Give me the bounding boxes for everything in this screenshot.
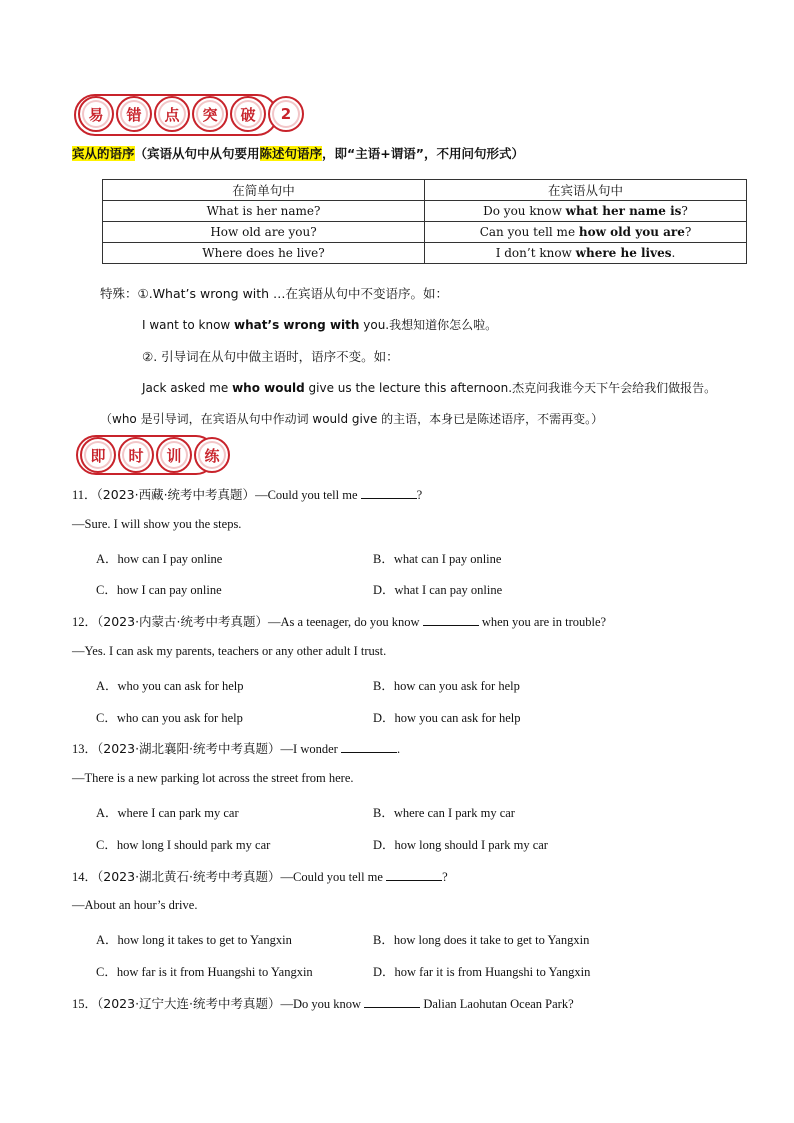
option-c[interactable]: C．who can you ask for help [96, 711, 243, 725]
answer-blank[interactable] [361, 487, 417, 499]
cell-text: ? [681, 204, 688, 218]
example-2 [142, 379, 716, 396]
section-title [72, 144, 524, 162]
question-source: （2023·辽宁大连·统考中考真题） [97, 996, 281, 1011]
badge-char: 时 [118, 437, 154, 473]
example-bold: what’s wrong with [234, 318, 360, 332]
answer-blank[interactable] [364, 996, 420, 1008]
question-text: ? [442, 870, 448, 884]
question-stem [72, 739, 400, 757]
option-a[interactable]: A．how long it takes to get to Yangxin [96, 933, 292, 947]
table-header-row [103, 180, 747, 201]
cell-text: ? [684, 225, 692, 239]
special-note-2: ②. 引导词在从句中做主语时，语序不变。如： [142, 349, 399, 364]
explanation: （who 是引导词，在宾语从句中作动词 would give 的主语，本身已是陈述语序，不需再变。） [100, 412, 604, 426]
question-text: —Could you tell me [280, 870, 387, 884]
special-label: 特殊： [100, 286, 138, 301]
badge-char: 破 [230, 96, 266, 132]
option-b[interactable]: B．how long does it take to get to Yangxin [373, 933, 590, 947]
example-bold: who would [232, 381, 305, 395]
option-c[interactable]: C．how I can pay online [96, 583, 222, 597]
cell-bold: what her name is [565, 204, 682, 218]
question-source: （2023·内蒙古·统考中考真题） [97, 614, 269, 629]
title-text: ，即“主语+谓语”，不用问句形式） [322, 146, 524, 161]
question-number: 11． [72, 488, 97, 502]
example-text: you.我想知道你怎么啦。 [359, 318, 498, 332]
option-d[interactable]: D．what I can pay online [373, 583, 503, 597]
option-d[interactable]: D．how far it is from Huangshi to Yangxin [373, 965, 591, 979]
question-number: 15． [72, 997, 98, 1011]
badge-char: 错 [116, 96, 152, 132]
option-b[interactable]: B．what can I pay online [373, 552, 502, 566]
question-number: 13． [72, 742, 98, 756]
table-header: 在宾语从句中 [425, 180, 747, 201]
section-heading-badges [80, 437, 232, 473]
question-number: 12． [72, 615, 98, 629]
question-source: （2023·湖北襄阳·统考中考真题） [97, 741, 281, 756]
answer-blank[interactable] [423, 614, 479, 626]
title-highlight: 陈述句语序 [259, 146, 323, 161]
question-source: （2023·西藏·统考中考真题） [96, 487, 256, 502]
question-text: ? [416, 488, 423, 502]
example-text: give us the lecture this afternoon.杰克问我谁今天下午会给我们做报告。 [304, 381, 717, 395]
option-d[interactable]: D．how you can ask for help [373, 711, 521, 725]
cell-bold: where he lives [575, 246, 672, 260]
badge-char: 2 [268, 96, 304, 132]
table-row [103, 201, 747, 222]
cell-text: . [671, 246, 676, 260]
question-stem [72, 994, 574, 1012]
cell-bold: how old you are [578, 225, 685, 239]
cell-text: I don’t know [495, 246, 576, 260]
table-cell: How old are you? [103, 222, 425, 243]
question-source: （2023·湖北黄石·统考中考真题） [97, 869, 281, 884]
question-stem [72, 485, 422, 503]
example-text: I want to know [142, 318, 235, 332]
question-text: —Do you know [280, 997, 365, 1011]
question-reply: —Yes. I can ask my parents, teachers or any other adult I trust. [72, 644, 387, 658]
question-reply: —About an hour’s drive. [72, 898, 198, 912]
answer-blank[interactable] [341, 741, 397, 753]
grammar-table [102, 179, 747, 264]
special-text: ①.What’s wrong with …在宾语从句中不变语序。如： [137, 286, 449, 301]
badge-char: 训 [156, 437, 192, 473]
badge-char: 易 [78, 96, 114, 132]
option-c[interactable]: C．how far is it from Huangshi to Yangxin [96, 965, 313, 979]
question-text: . [396, 742, 401, 756]
table-cell: What is her name? [103, 201, 425, 222]
answer-blank[interactable] [386, 869, 442, 881]
question-text: —Could you tell me [255, 488, 361, 502]
question-text: —I wonder [280, 742, 341, 756]
table-header: 在简单句中 [103, 180, 425, 201]
option-a[interactable]: A．where I can park my car [96, 806, 239, 820]
question-text: when you are in trouble? [478, 615, 607, 629]
question-text: —As a teenager, do you know [268, 615, 423, 629]
question-text: Dalian Laohutan Ocean Park? [420, 997, 574, 1011]
question-reply: —There is a new parking lot across the street from here. [72, 771, 354, 785]
special-note-1 [100, 284, 448, 302]
question-stem [72, 867, 448, 885]
section-heading-badges [78, 96, 306, 132]
table-cell [425, 243, 747, 264]
example-text: Jack asked me [142, 381, 233, 395]
table-row [103, 243, 747, 264]
option-d[interactable]: D．how long should I park my car [373, 838, 548, 852]
badge-char: 练 [194, 437, 230, 473]
question-reply: —Sure. I will show you the steps. [72, 517, 242, 531]
table-cell: Where does he live? [103, 243, 425, 264]
option-b[interactable]: B．where can I park my car [373, 806, 515, 820]
title-highlight: 宾从的语序 [72, 146, 135, 161]
badge-char: 即 [80, 437, 116, 473]
table-row [103, 222, 747, 243]
cell-text: Can you tell me [479, 225, 579, 239]
option-c[interactable]: C．how long I should park my car [96, 838, 271, 852]
question-number: 14． [72, 870, 98, 884]
option-a[interactable]: A．how can I pay online [96, 552, 223, 566]
option-b[interactable]: B．how can you ask for help [373, 679, 520, 693]
title-text: （宾语从句中从句要用 [134, 146, 260, 161]
option-a[interactable]: A．who you can ask for help [96, 679, 244, 693]
cell-text: Do you know [483, 204, 566, 218]
table-cell [425, 201, 747, 222]
badge-char: 突 [192, 96, 228, 132]
table-cell [425, 222, 747, 243]
example-1 [142, 316, 497, 333]
badge-char: 点 [154, 96, 190, 132]
question-stem [72, 612, 606, 630]
